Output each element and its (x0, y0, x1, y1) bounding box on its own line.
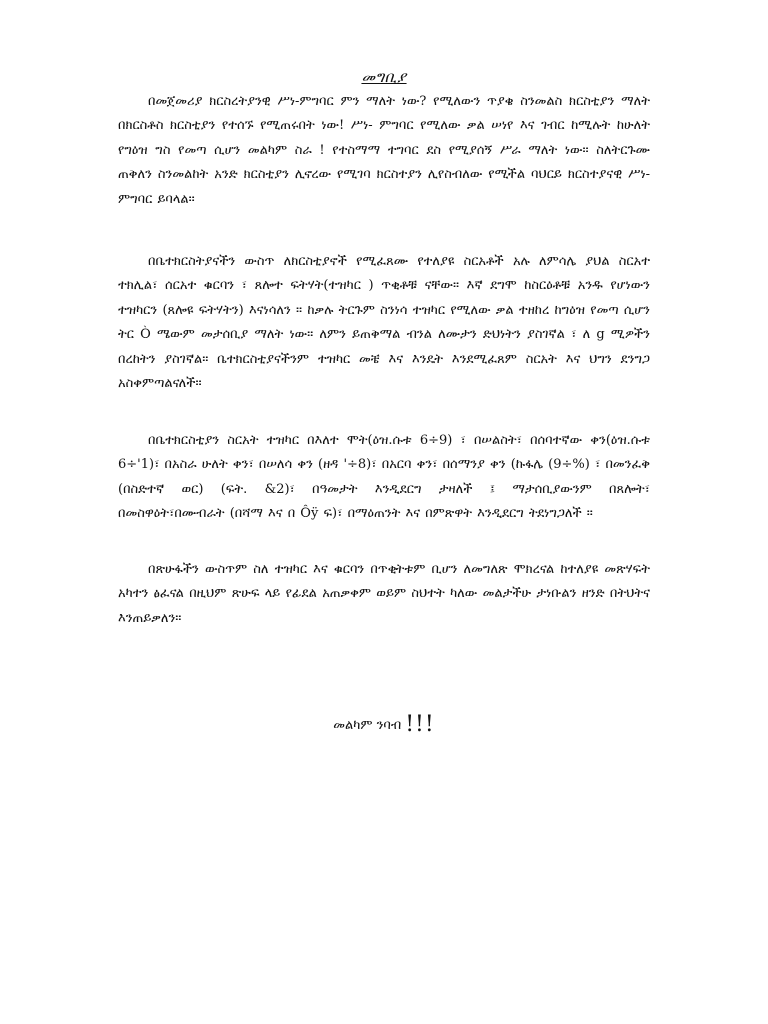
document-title: መግቢያ (361, 68, 407, 86)
closing-line (0, 712, 768, 737)
paragraph-tezkar-days: በቤተክርስቲያን ስርአት ተዝካር በእለተ ሞት(ዕዝ.ሱቱ 6÷9) ፣ በሠልስት፣ በሰባተኛው ቀን(ዕዝ.ሱቱ 6÷'1)፣ በአስራ ሁለት ቀን፣ በሠለሳ ቀን (ዘዳ '÷8)፣ በአርባ ቀን፣ በሰማንያ ቀን (ኩፋሌ (9÷%) ፣ በመንፈቅ (በስድተኛ ወር) (ፍት. &2)፣ በዓመታት እንዲደርግ ታዛለች ፤ ማታሰቢያውንም በጸሎት፣ በመስዋዕት፣በሙብራት (በሻማ እና በ Ôÿ ፍ)፣ በማዕጠንት እና በምጽዋት እንዲደርግ ትደነግጋለች ። (118, 433, 650, 522)
closing-exclamation: !!! (405, 712, 435, 737)
closing-text: መልካም ንባብ (333, 718, 402, 733)
paragraph-rites: በቤተክርስትያናችን ውስጥ ለክርስቲያኖች የሚፈጸሙ የተለያዩ ስርአቶች አሉ ለምሳሌ ያህል ስርአተ ተክሊል፣ ሰርአተ ቁርባን ፣ ጸሎተ ፍትሃት(ተዝካር ) ጥቂቶቹ ናቸው። እኛ ደግሞ ከስርዕቶቹ አንዱ የሆነውን ተዝካርን (ጸሎዩ ፍትሃትን) እናነሳለን ። ከቃሉ ትርጉም ስንነሳ ተዝካር የሚለው ቃል ተዘከረ ከግዕዝ የመጣ ሲሆን ትር Ò ሜውም መታሰቢያ ማለት ነው። ለምን ይጠቅማል ብንል ለሙታን ድህነትን ያስገኛል ፣ ለ g ሚዎችን በረከትን ያስገኛል። ቤተክርስቲያናችንም ተዝካር መቼ እና እንዴት እንደሚፈጸም ስርአት እና ህግን ደንግጋ አስቀምጣልናለች። (118, 254, 650, 392)
paragraph-intro: በመጀመሪያ ክርስረትያንዊ ሥነ-ምግባር ምን ማለት ነው? የሚለውን ጥያቄ ስንመልስ ክርስቲያን ማለት በክርስቶስ ክርስቲያን የተሰኙ የሚጠሩበት ነው! ሥነ- ምግባር የሚለው ቃል ሠነየ እና ገብር ከሚሉት ከሁለት የግዕዝ ግስ የመጣ ሲሆን መልካም ስራ ! የተስማማ ተግባር ደስ የሚያሰኝ ሥራ ማለት ነው። ስለትርጉሙ ጠቅለን ስንመልከት አንድ ክርስቲያን ሊኖረው የሚገባ ክርስተያን ሊየስብለው የሚችል ባህርይ ክርስተያናዊ ሥነ-ምግባር ይባላል። (118, 94, 650, 207)
paragraph-conclusion: በጽሁፋችን ውስጥም ስለ ተዝካር እና ቁርባን በጥቂትቱም ቢሆን ለመግለጽ ሞክረናል ከተለያዩ መጽሃፍት አካተን ፅፈናል በዚህም ጽሁፍ ላይ የፊደል አጠቃቀም ወይም ስህተት ካለው መልታችሁ ታነቡልን ዘንድ በትህትና እንጠይቃለን። (118, 562, 650, 626)
